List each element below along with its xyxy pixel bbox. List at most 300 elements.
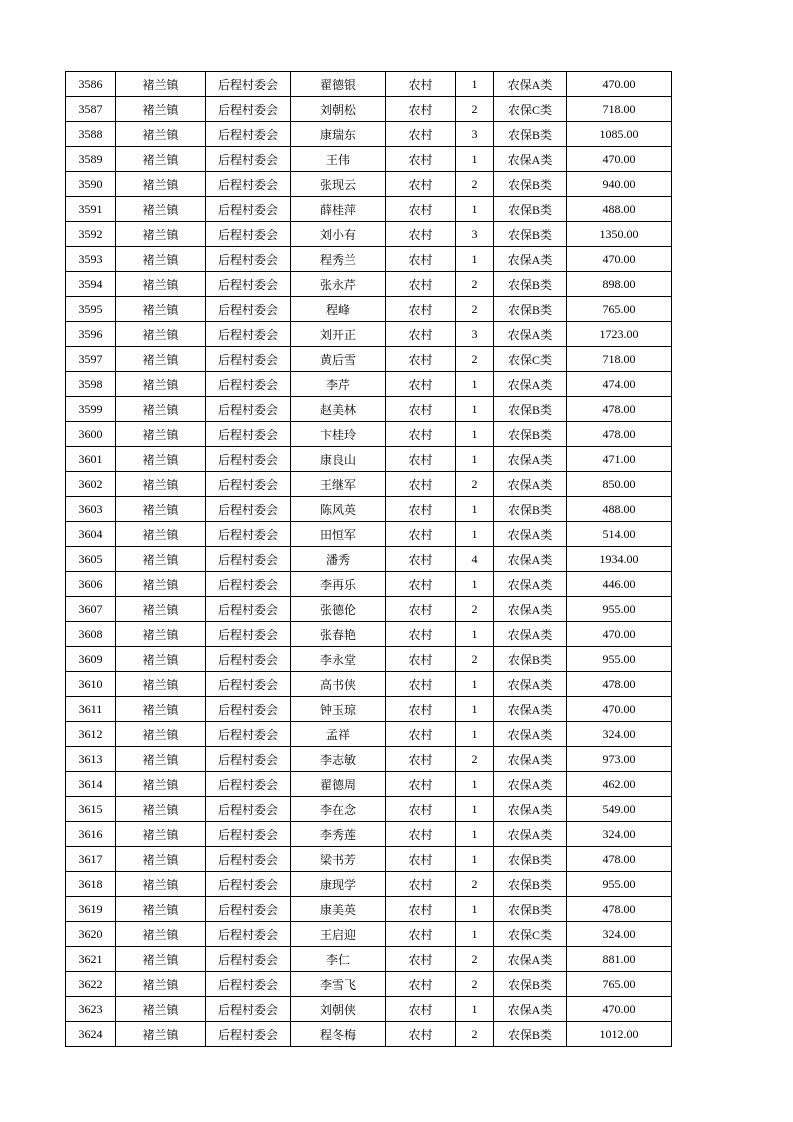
cell-person-name: 王伟 (291, 147, 386, 172)
table-row (66, 872, 672, 897)
cell-committee: 后程村委会 (206, 622, 291, 647)
cell-category: 农保B类 (494, 897, 567, 922)
cell-serial: 3612 (66, 722, 116, 747)
table-row (66, 622, 672, 647)
cell-town: 褚兰镇 (116, 122, 206, 147)
cell-town: 褚兰镇 (116, 872, 206, 897)
cell-serial: 3600 (66, 422, 116, 447)
cell-residence: 农村 (386, 922, 456, 947)
cell-town: 褚兰镇 (116, 572, 206, 597)
cell-person-name: 卞桂玲 (291, 422, 386, 447)
cell-town: 褚兰镇 (116, 622, 206, 647)
cell-count: 1 (456, 422, 494, 447)
cell-serial: 3611 (66, 697, 116, 722)
cell-town: 褚兰镇 (116, 372, 206, 397)
cell-town: 褚兰镇 (116, 972, 206, 997)
cell-serial: 3598 (66, 372, 116, 397)
cell-town: 褚兰镇 (116, 747, 206, 772)
cell-count: 1 (456, 72, 494, 97)
cell-serial: 3604 (66, 522, 116, 547)
cell-serial: 3595 (66, 297, 116, 322)
cell-category: 农保A类 (494, 772, 567, 797)
cell-count: 2 (456, 272, 494, 297)
cell-person-name: 康现学 (291, 872, 386, 897)
cell-person-name: 程冬梅 (291, 1022, 386, 1047)
cell-amount: 470.00 (567, 997, 672, 1022)
cell-town: 褚兰镇 (116, 172, 206, 197)
cell-category: 农保A类 (494, 547, 567, 572)
cell-residence: 农村 (386, 547, 456, 572)
cell-amount: 470.00 (567, 72, 672, 97)
cell-committee: 后程村委会 (206, 922, 291, 947)
table-row (66, 522, 672, 547)
cell-serial: 3623 (66, 997, 116, 1022)
cell-amount: 488.00 (567, 197, 672, 222)
cell-person-name: 张现云 (291, 172, 386, 197)
table-row (66, 372, 672, 397)
table-row (66, 247, 672, 272)
table-row (66, 222, 672, 247)
cell-residence: 农村 (386, 747, 456, 772)
cell-amount: 474.00 (567, 372, 672, 397)
cell-count: 1 (456, 247, 494, 272)
cell-person-name: 康美英 (291, 897, 386, 922)
cell-serial: 3601 (66, 447, 116, 472)
cell-residence: 农村 (386, 997, 456, 1022)
table-row (66, 72, 672, 97)
cell-count: 2 (456, 97, 494, 122)
cell-category: 农保B类 (494, 272, 567, 297)
table-row (66, 947, 672, 972)
cell-category: 农保C类 (494, 347, 567, 372)
table-row (66, 697, 672, 722)
cell-town: 褚兰镇 (116, 822, 206, 847)
cell-amount: 940.00 (567, 172, 672, 197)
cell-category: 农保A类 (494, 747, 567, 772)
table-body (66, 72, 672, 1047)
cell-town: 褚兰镇 (116, 247, 206, 272)
cell-category: 农保A类 (494, 572, 567, 597)
cell-count: 1 (456, 447, 494, 472)
cell-count: 2 (456, 872, 494, 897)
cell-serial: 3590 (66, 172, 116, 197)
cell-committee: 后程村委会 (206, 72, 291, 97)
cell-serial: 3621 (66, 947, 116, 972)
cell-committee: 后程村委会 (206, 472, 291, 497)
cell-category: 农保A类 (494, 147, 567, 172)
cell-serial: 3617 (66, 847, 116, 872)
cell-category: 农保C类 (494, 922, 567, 947)
cell-count: 4 (456, 547, 494, 572)
cell-person-name: 孟祥 (291, 722, 386, 747)
cell-count: 1 (456, 372, 494, 397)
cell-committee: 后程村委会 (206, 547, 291, 572)
cell-count: 1 (456, 847, 494, 872)
cell-residence: 农村 (386, 572, 456, 597)
table-row (66, 747, 672, 772)
cell-serial: 3613 (66, 747, 116, 772)
table-row (66, 722, 672, 747)
cell-committee: 后程村委会 (206, 797, 291, 822)
cell-residence: 农村 (386, 272, 456, 297)
cell-committee: 后程村委会 (206, 447, 291, 472)
cell-count: 1 (456, 772, 494, 797)
cell-category: 农保B类 (494, 1022, 567, 1047)
cell-town: 褚兰镇 (116, 697, 206, 722)
table-row (66, 272, 672, 297)
cell-person-name: 刘开正 (291, 322, 386, 347)
cell-person-name: 高书侠 (291, 672, 386, 697)
cell-count: 1 (456, 997, 494, 1022)
cell-person-name: 刘朝侠 (291, 997, 386, 1022)
table-sheet (65, 71, 672, 1047)
cell-residence: 农村 (386, 347, 456, 372)
table-row (66, 897, 672, 922)
cell-person-name: 康瑞东 (291, 122, 386, 147)
cell-residence: 农村 (386, 947, 456, 972)
cell-town: 褚兰镇 (116, 297, 206, 322)
cell-category: 农保A类 (494, 997, 567, 1022)
cell-category: 农保B类 (494, 497, 567, 522)
cell-committee: 后程村委会 (206, 172, 291, 197)
cell-category: 农保B类 (494, 422, 567, 447)
cell-person-name: 薛桂萍 (291, 197, 386, 222)
cell-person-name: 刘小有 (291, 222, 386, 247)
cell-category: 农保A类 (494, 72, 567, 97)
cell-residence: 农村 (386, 822, 456, 847)
cell-committee: 后程村委会 (206, 697, 291, 722)
cell-amount: 470.00 (567, 247, 672, 272)
cell-count: 1 (456, 897, 494, 922)
cell-category: 农保B类 (494, 222, 567, 247)
cell-committee: 后程村委会 (206, 647, 291, 672)
cell-town: 褚兰镇 (116, 547, 206, 572)
cell-serial: 3591 (66, 197, 116, 222)
cell-town: 褚兰镇 (116, 647, 206, 672)
cell-category: 农保A类 (494, 372, 567, 397)
cell-category: 农保A类 (494, 597, 567, 622)
cell-serial: 3603 (66, 497, 116, 522)
cell-count: 2 (456, 597, 494, 622)
cell-amount: 850.00 (567, 472, 672, 497)
cell-person-name: 王启迎 (291, 922, 386, 947)
table-row (66, 122, 672, 147)
cell-residence: 农村 (386, 322, 456, 347)
cell-residence: 农村 (386, 672, 456, 697)
cell-amount: 881.00 (567, 947, 672, 972)
cell-amount: 1085.00 (567, 122, 672, 147)
cell-amount: 765.00 (567, 297, 672, 322)
cell-person-name: 翟德周 (291, 772, 386, 797)
cell-committee: 后程村委会 (206, 897, 291, 922)
cell-committee: 后程村委会 (206, 672, 291, 697)
cell-count: 1 (456, 197, 494, 222)
cell-person-name: 张春艳 (291, 622, 386, 647)
cell-category: 农保B类 (494, 872, 567, 897)
cell-amount: 478.00 (567, 897, 672, 922)
cell-town: 褚兰镇 (116, 797, 206, 822)
cell-committee: 后程村委会 (206, 197, 291, 222)
table-row (66, 147, 672, 172)
table-row (66, 97, 672, 122)
cell-person-name: 李秀莲 (291, 822, 386, 847)
cell-committee: 后程村委会 (206, 422, 291, 447)
cell-person-name: 李雪飞 (291, 972, 386, 997)
cell-town: 褚兰镇 (116, 397, 206, 422)
cell-town: 褚兰镇 (116, 72, 206, 97)
cell-residence: 农村 (386, 372, 456, 397)
cell-amount: 718.00 (567, 347, 672, 372)
cell-category: 农保A类 (494, 522, 567, 547)
cell-residence: 农村 (386, 847, 456, 872)
cell-amount: 973.00 (567, 747, 672, 772)
cell-count: 1 (456, 697, 494, 722)
cell-residence: 农村 (386, 597, 456, 622)
cell-amount: 1350.00 (567, 222, 672, 247)
cell-residence: 农村 (386, 622, 456, 647)
cell-count: 1 (456, 147, 494, 172)
cell-person-name: 李仁 (291, 947, 386, 972)
cell-amount: 470.00 (567, 622, 672, 647)
cell-amount: 1934.00 (567, 547, 672, 572)
cell-committee: 后程村委会 (206, 772, 291, 797)
cell-serial: 3624 (66, 1022, 116, 1047)
table-row (66, 547, 672, 572)
cell-amount: 324.00 (567, 722, 672, 747)
cell-serial: 3606 (66, 572, 116, 597)
cell-category: 农保A类 (494, 247, 567, 272)
cell-count: 2 (456, 972, 494, 997)
cell-committee: 后程村委会 (206, 597, 291, 622)
cell-town: 褚兰镇 (116, 147, 206, 172)
cell-count: 2 (456, 172, 494, 197)
cell-committee: 后程村委会 (206, 947, 291, 972)
cell-committee: 后程村委会 (206, 147, 291, 172)
cell-count: 1 (456, 672, 494, 697)
cell-committee: 后程村委会 (206, 847, 291, 872)
cell-committee: 后程村委会 (206, 247, 291, 272)
cell-category: 农保A类 (494, 622, 567, 647)
cell-serial: 3592 (66, 222, 116, 247)
cell-person-name: 田恒军 (291, 522, 386, 547)
cell-committee: 后程村委会 (206, 572, 291, 597)
cell-category: 农保C类 (494, 97, 567, 122)
cell-person-name: 黄后雪 (291, 347, 386, 372)
cell-serial: 3622 (66, 972, 116, 997)
cell-residence: 农村 (386, 297, 456, 322)
cell-residence: 农村 (386, 197, 456, 222)
cell-count: 2 (456, 347, 494, 372)
table-row (66, 997, 672, 1022)
cell-serial: 3605 (66, 547, 116, 572)
cell-committee: 后程村委会 (206, 397, 291, 422)
cell-residence: 农村 (386, 422, 456, 447)
cell-amount: 549.00 (567, 797, 672, 822)
cell-serial: 3597 (66, 347, 116, 372)
cell-residence: 农村 (386, 147, 456, 172)
cell-town: 褚兰镇 (116, 347, 206, 372)
table-row (66, 922, 672, 947)
cell-committee: 后程村委会 (206, 997, 291, 1022)
cell-amount: 471.00 (567, 447, 672, 472)
table-row (66, 497, 672, 522)
cell-committee: 后程村委会 (206, 322, 291, 347)
cell-amount: 955.00 (567, 597, 672, 622)
cell-amount: 324.00 (567, 922, 672, 947)
cell-count: 1 (456, 622, 494, 647)
cell-count: 2 (456, 1022, 494, 1047)
cell-serial: 3620 (66, 922, 116, 947)
cell-serial: 3609 (66, 647, 116, 672)
cell-town: 褚兰镇 (116, 597, 206, 622)
cell-town: 褚兰镇 (116, 522, 206, 547)
cell-amount: 478.00 (567, 422, 672, 447)
table-row (66, 197, 672, 222)
cell-person-name: 康良山 (291, 447, 386, 472)
table-row (66, 847, 672, 872)
cell-serial: 3593 (66, 247, 116, 272)
cell-residence: 农村 (386, 697, 456, 722)
cell-residence: 农村 (386, 522, 456, 547)
cell-category: 农保A类 (494, 472, 567, 497)
table-row (66, 1022, 672, 1047)
cell-serial: 3614 (66, 772, 116, 797)
cell-count: 3 (456, 122, 494, 147)
cell-residence: 农村 (386, 72, 456, 97)
cell-town: 褚兰镇 (116, 472, 206, 497)
cell-count: 2 (456, 647, 494, 672)
cell-person-name: 潘秀 (291, 547, 386, 572)
cell-town: 褚兰镇 (116, 772, 206, 797)
cell-committee: 后程村委会 (206, 372, 291, 397)
table-row (66, 322, 672, 347)
cell-committee: 后程村委会 (206, 972, 291, 997)
cell-amount: 514.00 (567, 522, 672, 547)
table-row (66, 397, 672, 422)
cell-count: 2 (456, 297, 494, 322)
cell-residence: 农村 (386, 972, 456, 997)
cell-count: 1 (456, 397, 494, 422)
cell-committee: 后程村委会 (206, 97, 291, 122)
cell-committee: 后程村委会 (206, 522, 291, 547)
cell-serial: 3619 (66, 897, 116, 922)
cell-town: 褚兰镇 (116, 197, 206, 222)
cell-serial: 3616 (66, 822, 116, 847)
cell-town: 褚兰镇 (116, 272, 206, 297)
table-row (66, 347, 672, 372)
table-row (66, 797, 672, 822)
cell-serial: 3586 (66, 72, 116, 97)
cell-count: 2 (456, 947, 494, 972)
cell-amount: 1723.00 (567, 322, 672, 347)
table-row (66, 572, 672, 597)
cell-amount: 478.00 (567, 847, 672, 872)
cell-residence: 农村 (386, 247, 456, 272)
cell-amount: 718.00 (567, 97, 672, 122)
cell-person-name: 翟德银 (291, 72, 386, 97)
cell-town: 褚兰镇 (116, 997, 206, 1022)
cell-amount: 955.00 (567, 872, 672, 897)
cell-category: 农保B类 (494, 297, 567, 322)
cell-category: 农保A类 (494, 697, 567, 722)
cell-residence: 农村 (386, 797, 456, 822)
cell-person-name: 程峰 (291, 297, 386, 322)
cell-town: 褚兰镇 (116, 1022, 206, 1047)
cell-category: 农保B类 (494, 172, 567, 197)
cell-serial: 3594 (66, 272, 116, 297)
cell-serial: 3587 (66, 97, 116, 122)
cell-count: 1 (456, 572, 494, 597)
cell-count: 1 (456, 797, 494, 822)
cell-serial: 3607 (66, 597, 116, 622)
cell-category: 农保B类 (494, 847, 567, 872)
cell-category: 农保A类 (494, 722, 567, 747)
cell-person-name: 刘朝松 (291, 97, 386, 122)
cell-category: 农保B类 (494, 122, 567, 147)
cell-amount: 488.00 (567, 497, 672, 522)
cell-category: 农保B类 (494, 197, 567, 222)
cell-amount: 324.00 (567, 822, 672, 847)
cell-town: 褚兰镇 (116, 497, 206, 522)
cell-town: 褚兰镇 (116, 222, 206, 247)
cell-count: 2 (456, 747, 494, 772)
cell-town: 褚兰镇 (116, 897, 206, 922)
cell-count: 1 (456, 922, 494, 947)
cell-committee: 后程村委会 (206, 1022, 291, 1047)
cell-residence: 农村 (386, 872, 456, 897)
cell-amount: 462.00 (567, 772, 672, 797)
cell-town: 褚兰镇 (116, 672, 206, 697)
cell-residence: 农村 (386, 897, 456, 922)
table-row (66, 472, 672, 497)
table-row (66, 447, 672, 472)
cell-amount: 446.00 (567, 572, 672, 597)
cell-serial: 3596 (66, 322, 116, 347)
cell-residence: 农村 (386, 772, 456, 797)
cell-serial: 3588 (66, 122, 116, 147)
cell-count: 1 (456, 722, 494, 747)
cell-amount: 478.00 (567, 397, 672, 422)
cell-count: 2 (456, 472, 494, 497)
cell-committee: 后程村委会 (206, 722, 291, 747)
cell-serial: 3615 (66, 797, 116, 822)
cell-committee: 后程村委会 (206, 822, 291, 847)
cell-person-name: 李志敏 (291, 747, 386, 772)
cell-committee: 后程村委会 (206, 497, 291, 522)
cell-town: 褚兰镇 (116, 97, 206, 122)
cell-amount: 955.00 (567, 647, 672, 672)
benefits-table (65, 71, 672, 1047)
cell-person-name: 张德伦 (291, 597, 386, 622)
cell-committee: 后程村委会 (206, 272, 291, 297)
table-row (66, 597, 672, 622)
table-row (66, 647, 672, 672)
cell-person-name: 张永芹 (291, 272, 386, 297)
table-row (66, 172, 672, 197)
cell-town: 褚兰镇 (116, 847, 206, 872)
cell-person-name: 王继军 (291, 472, 386, 497)
cell-amount: 470.00 (567, 697, 672, 722)
cell-town: 褚兰镇 (116, 922, 206, 947)
cell-residence: 农村 (386, 647, 456, 672)
cell-town: 褚兰镇 (116, 722, 206, 747)
cell-category: 农保A类 (494, 322, 567, 347)
cell-residence: 农村 (386, 172, 456, 197)
cell-category: 农保B类 (494, 647, 567, 672)
cell-committee: 后程村委会 (206, 297, 291, 322)
cell-town: 褚兰镇 (116, 947, 206, 972)
cell-person-name: 钟玉琼 (291, 697, 386, 722)
